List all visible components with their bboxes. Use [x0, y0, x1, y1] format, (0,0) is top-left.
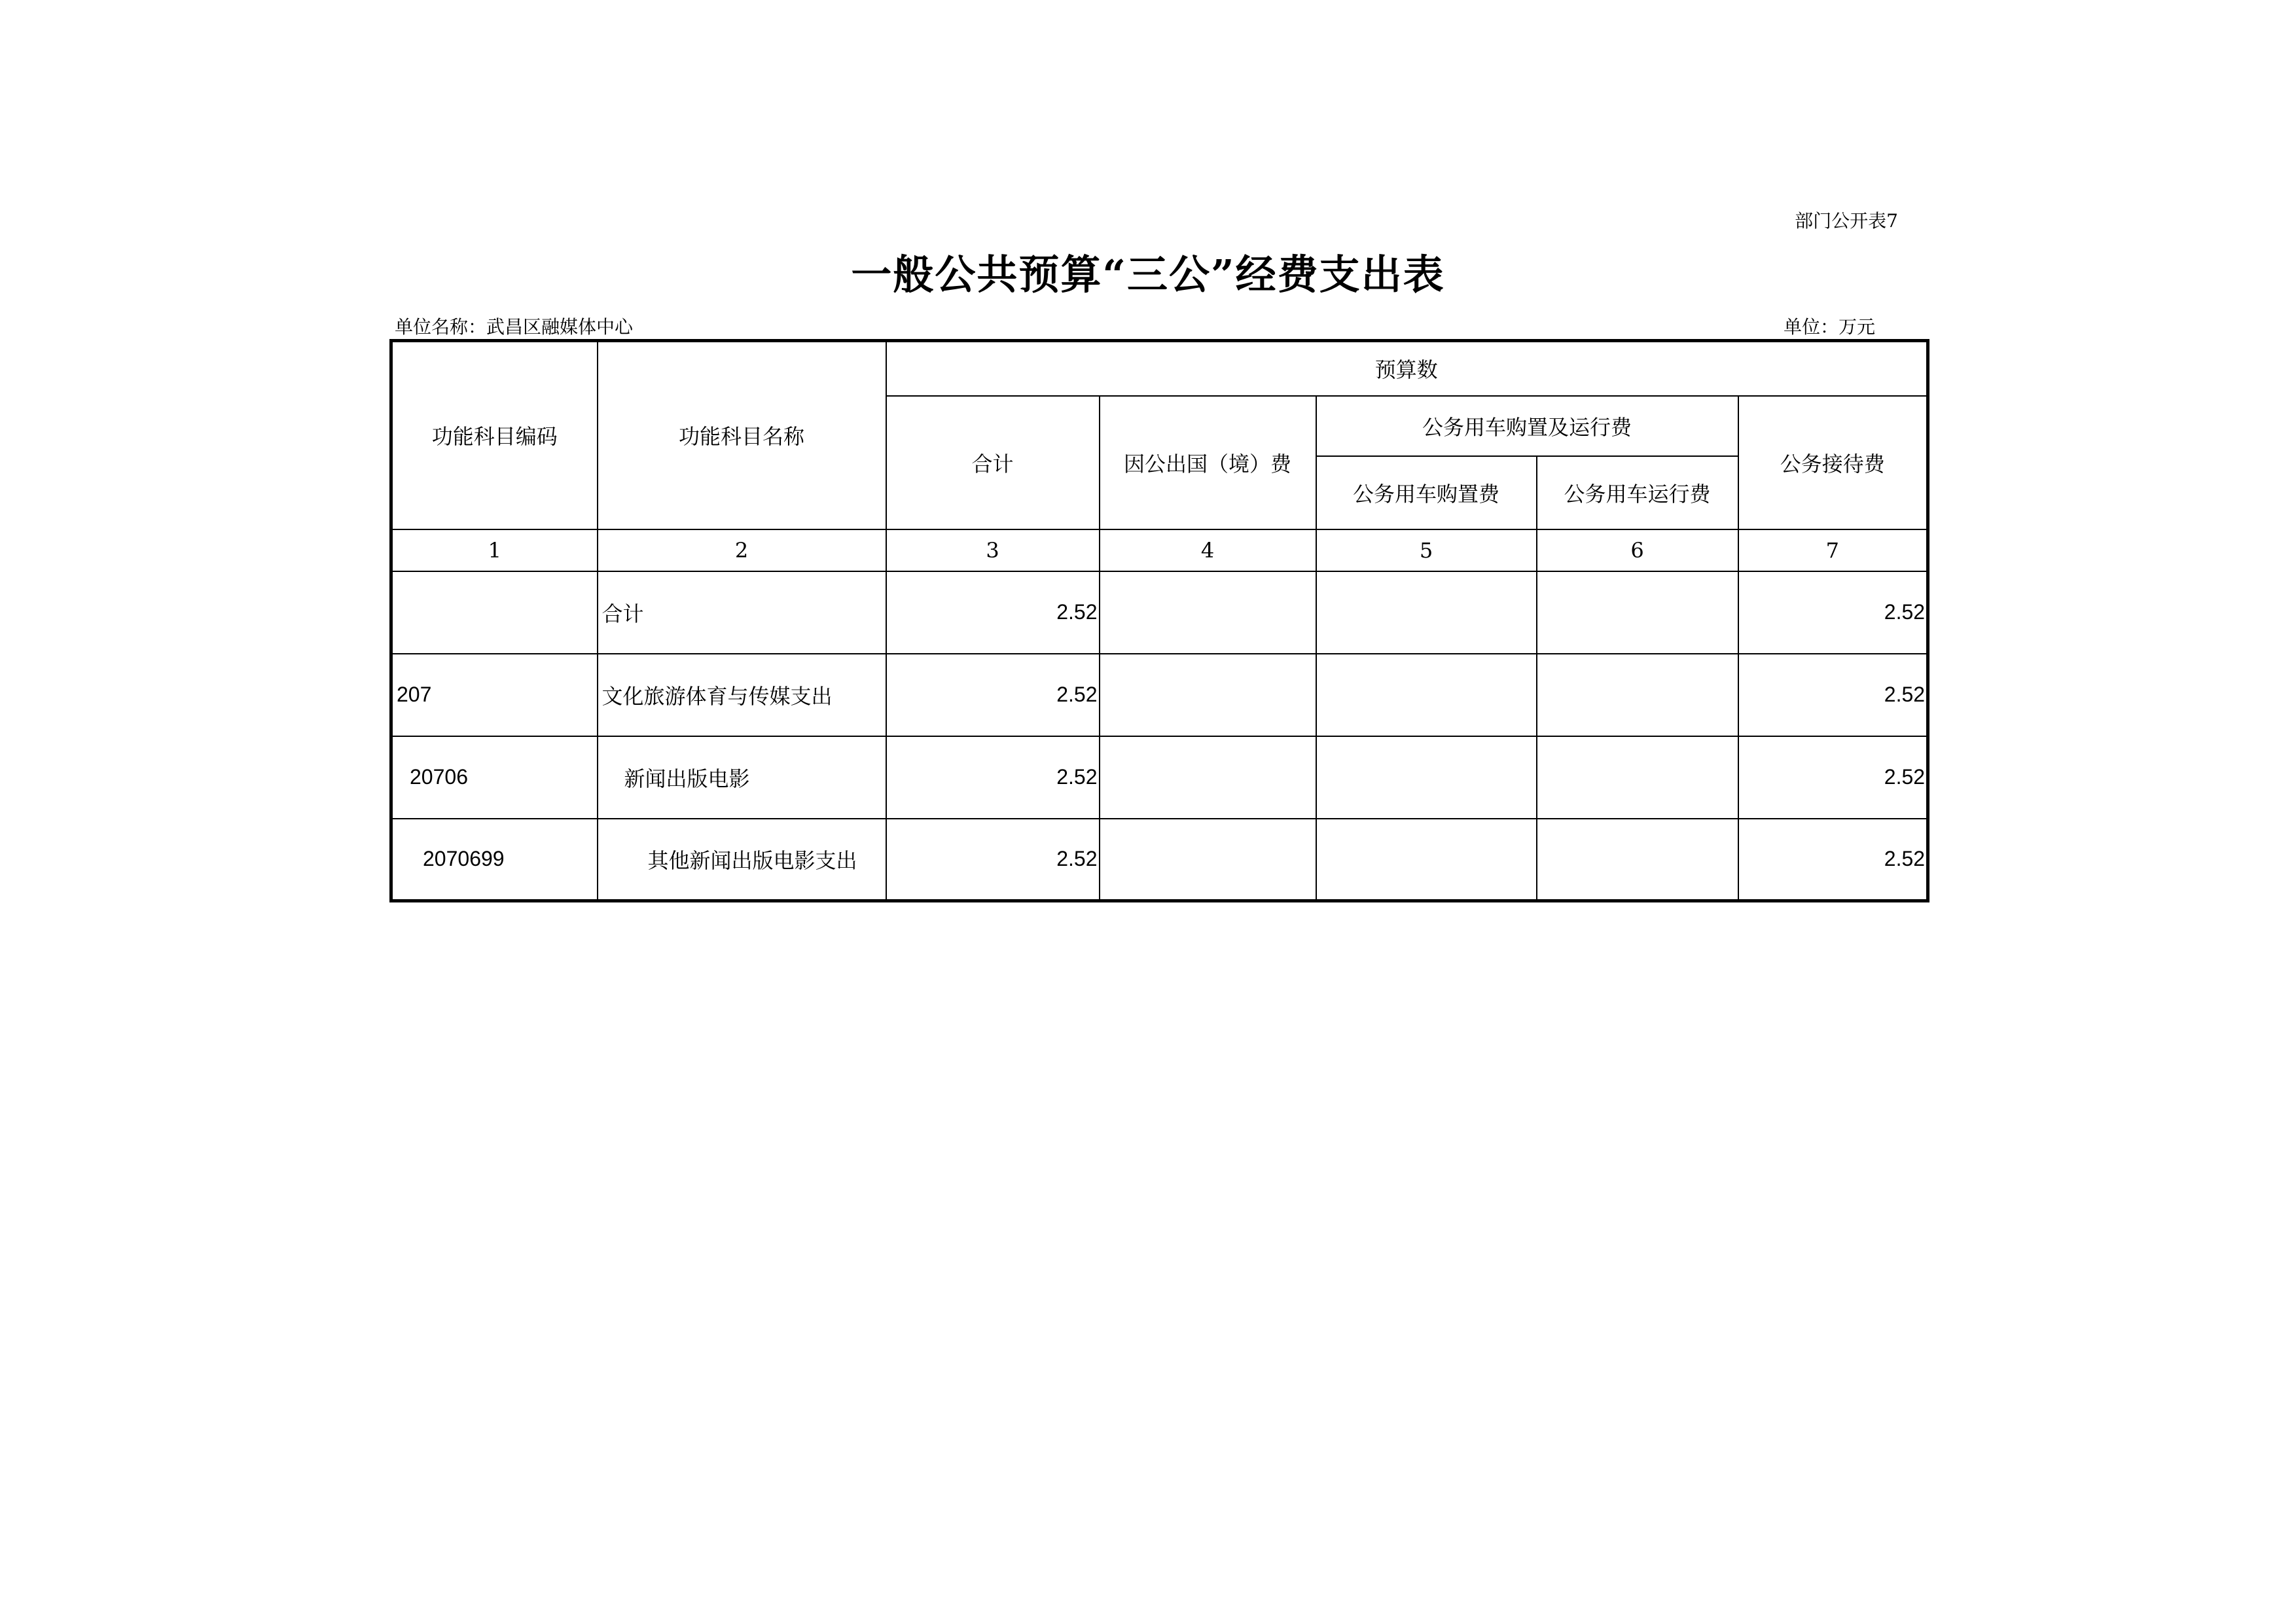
cell-total: 2.52	[886, 571, 1100, 654]
cell-name: 其他新闻出版电影支出	[598, 819, 886, 901]
header-vehicle-operation: 公务用车运行费	[1537, 456, 1738, 529]
cell-total: 2.52	[886, 819, 1100, 901]
header-abroad: 因公出国（境）费	[1100, 396, 1316, 529]
column-index: 3	[886, 529, 1100, 571]
cell-code: 20706	[391, 736, 598, 819]
column-index: 2	[598, 529, 886, 571]
cell-vehicle-operation	[1537, 736, 1738, 819]
cell-code: 2070699	[391, 819, 598, 901]
cell-abroad	[1100, 654, 1316, 736]
cell-abroad	[1100, 736, 1316, 819]
cell-vehicle-operation	[1537, 654, 1738, 736]
cell-reception: 2.52	[1738, 571, 1928, 654]
cell-vehicle-purchase	[1316, 736, 1537, 819]
header-reception: 公务接待费	[1738, 396, 1928, 529]
page-title: 一般公共预算“三公”经费支出表	[851, 251, 1445, 298]
column-index-row	[391, 529, 1928, 571]
cell-reception: 2.52	[1738, 654, 1928, 736]
cell-code	[391, 571, 598, 654]
cell-code: 207	[391, 654, 598, 736]
cell-name: 新闻出版电影	[598, 736, 886, 819]
table-row	[391, 736, 1928, 819]
header-vehicle-purchase: 公务用车购置费	[1316, 456, 1537, 529]
currency-unit-label: 单位：万元	[1783, 316, 1875, 338]
cell-vehicle-operation	[1537, 819, 1738, 901]
header-budget: 预算数	[886, 341, 1928, 396]
cell-total: 2.52	[886, 654, 1100, 736]
cell-reception: 2.52	[1738, 819, 1928, 901]
header-code: 功能科目编码	[391, 341, 598, 529]
table-row	[391, 654, 1928, 736]
cell-abroad	[1100, 571, 1316, 654]
cell-vehicle-purchase	[1316, 571, 1537, 654]
column-index: 1	[391, 529, 598, 571]
header-total: 合计	[886, 396, 1100, 529]
cell-vehicle-purchase	[1316, 819, 1537, 901]
cell-vehicle-operation	[1537, 571, 1738, 654]
column-index: 4	[1100, 529, 1316, 571]
cell-name: 合计	[598, 571, 886, 654]
cell-name: 文化旅游体育与传媒支出	[598, 654, 886, 736]
header-vehicle-group: 公务用车购置及运行费	[1316, 396, 1738, 456]
column-index: 7	[1738, 529, 1928, 571]
unit-name-label: 单位名称：武昌区融媒体中心	[395, 316, 634, 338]
header-name: 功能科目名称	[598, 341, 886, 529]
table-row	[391, 571, 1928, 654]
column-index: 5	[1316, 529, 1537, 571]
cell-vehicle-purchase	[1316, 654, 1537, 736]
column-index: 6	[1537, 529, 1738, 571]
cell-abroad	[1100, 819, 1316, 901]
cell-total: 2.52	[886, 736, 1100, 819]
table-row	[391, 819, 1928, 901]
budget-table	[389, 339, 1929, 902]
cell-reception: 2.52	[1738, 736, 1928, 819]
table-number-label: 部门公开表7	[1795, 210, 1898, 232]
